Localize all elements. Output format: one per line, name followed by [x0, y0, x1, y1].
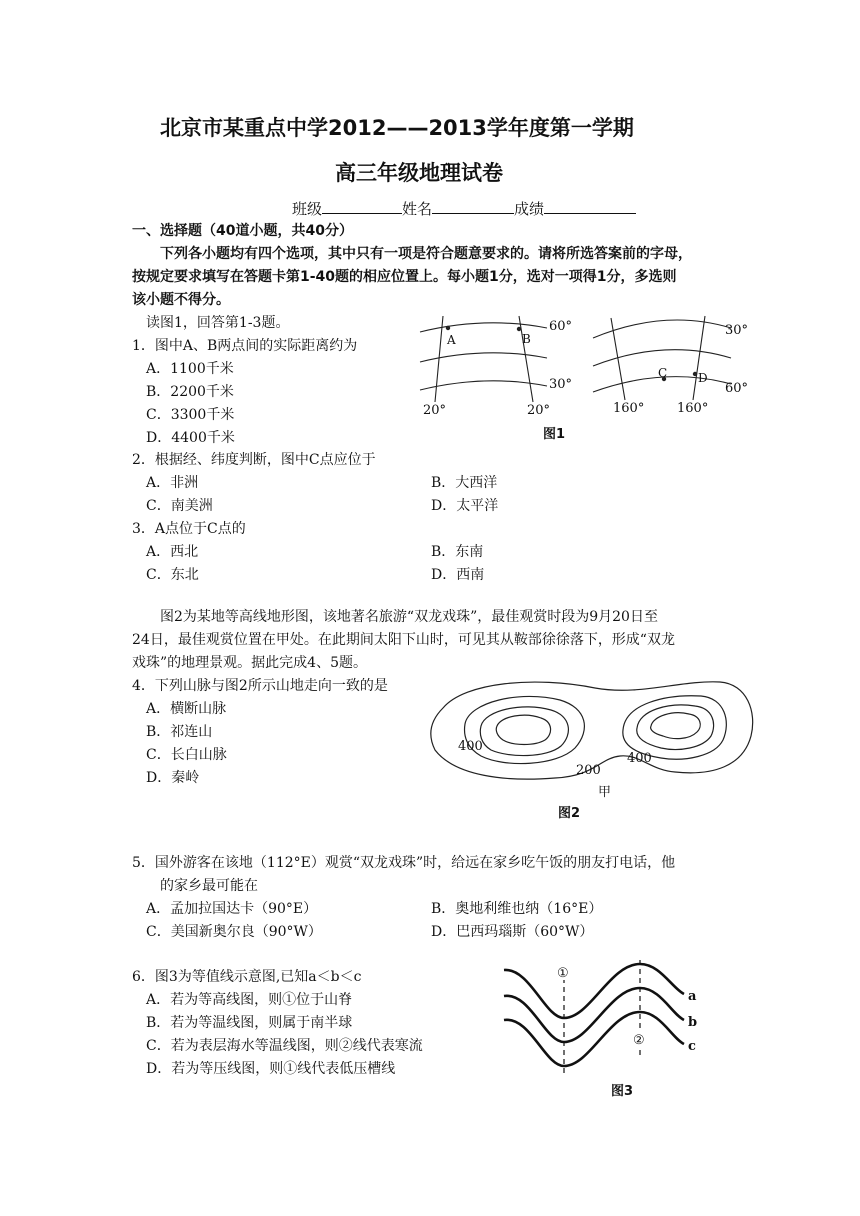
exam-title: 北京市某重点中学2012——2013学年度第一学期 [160, 116, 634, 140]
class-blank[interactable] [322, 199, 402, 214]
student-info-row [292, 198, 636, 219]
q3-stem: 3．A点位于C点的 [132, 521, 246, 537]
q6-option-d[interactable]: D．若为等压线图，则①线代表低压槽线 [146, 1061, 396, 1077]
fig1-point-c: C [658, 366, 668, 380]
q2-option-d[interactable]: D．太平洋 [431, 498, 499, 514]
figure-3-isoline-diagram [500, 958, 710, 1078]
fig1-lon-160-left: 160° [613, 401, 645, 416]
q4-stem: 4．下列山脉与图2所示山地走向一致的是 [132, 678, 388, 694]
q5-stem-line-1: 5．国外游客在该地（112°E）观赏“双龙戏珠”时，给远在家乡吃午饭的朋友打电话，他 [132, 855, 676, 871]
q1-option-d[interactable]: D．4400千米 [146, 430, 235, 446]
fig1-lat-60-right: 60° [725, 381, 749, 396]
instruction-line-1: 下列各小题均有四个选项，其中只有一项是符合题意要求的。请将所选答案前的字母， [160, 246, 692, 262]
q4-option-a[interactable]: A．横断山脉 [146, 701, 227, 717]
fig3-caption: 图3 [611, 1084, 634, 1099]
score-label: 成绩 [514, 200, 545, 218]
fig1-lat-30-left: 30° [549, 377, 573, 392]
q5-option-d[interactable]: D．巴西玛瑙斯（60°W） [431, 924, 594, 940]
q1-option-b[interactable]: B．2200千米 [146, 384, 234, 400]
q3-option-b[interactable]: B．东南 [431, 544, 484, 560]
fig3-marker-2: ② [633, 1033, 645, 1048]
name-label: 姓名 [402, 200, 433, 218]
q5-option-b[interactable]: B．奥地利维也纳（16°E） [431, 901, 603, 917]
q3-option-d[interactable]: D．西南 [431, 567, 485, 583]
q6-stem: 6．图3为等值线示意图,已知a＜b＜c [132, 969, 362, 985]
q5-option-c[interactable]: C．美国新奥尔良（90°W） [146, 924, 322, 940]
exam-subtitle: 高三年级地理试卷 [335, 161, 503, 185]
fig1-point-a: A [447, 333, 456, 347]
instruction-line-2: 按规定要求填写在答题卡第1-40题的相应位置上。每小题1分，选对一项得1分，多选则 [132, 269, 677, 285]
passage-line-2: 24日，最佳观赏位置在甲处。在此期间太阳下山时，可见其从鞍部徐徐落下，形成“双龙 [132, 632, 675, 648]
q3-option-a[interactable]: A．西北 [146, 544, 199, 560]
q5-option-a[interactable]: A．孟加拉国达卡（90°E） [146, 901, 318, 917]
q1-option-c[interactable]: C．3300千米 [146, 407, 235, 423]
fig3-label-b: b [688, 1015, 698, 1030]
fig2-label-jia: 甲 [598, 785, 612, 800]
section-heading: 一、选择题（40道小题，共40分） [132, 223, 353, 239]
q3-option-c[interactable]: C．东北 [146, 567, 199, 583]
fig3-label-c: c [688, 1039, 696, 1054]
q4-option-b[interactable]: B．祁连山 [146, 724, 213, 740]
fig1-lat-30-right: 30° [725, 323, 749, 338]
fig2-label-400-right: 400 [627, 751, 652, 766]
passage-line-3: 戏珠”的地理景观。据此完成4、5题。 [132, 655, 367, 671]
class-label: 班级 [292, 200, 323, 218]
figure-2-contour-map [425, 670, 760, 802]
fig2-caption: 图2 [558, 806, 581, 821]
q5-stem-line-2: 的家乡最可能在 [160, 878, 258, 894]
fig1-lon-160-right: 160° [677, 401, 709, 416]
q4-option-d[interactable]: D．秦岭 [146, 770, 200, 786]
q4-option-c[interactable]: C．长白山脉 [146, 747, 227, 763]
q2-option-b[interactable]: B．大西洋 [431, 475, 498, 491]
name-blank[interactable] [432, 199, 514, 214]
q6-option-b[interactable]: B．若为等温线图，则属于南半球 [146, 1015, 353, 1031]
fig1-caption: 图1 [543, 427, 566, 442]
q2-option-a[interactable]: A．非洲 [146, 475, 199, 491]
fig1-lon-20-left: 20° [423, 403, 447, 418]
fig1-lat-60-left: 60° [549, 319, 573, 334]
fig1-point-d: D [698, 371, 708, 385]
q1-option-a[interactable]: A．1100千米 [146, 361, 234, 377]
q6-option-a[interactable]: A．若为等高线图，则①位于山脊 [146, 992, 353, 1008]
score-blank[interactable] [544, 199, 636, 214]
q1-stem: 1．图中A、B两点间的实际距离约为 [132, 338, 358, 354]
fig3-marker-1: ① [557, 966, 569, 981]
fig1-point-b: B [522, 332, 531, 346]
q2-option-c[interactable]: C．南美洲 [146, 498, 213, 514]
fig1-lon-20-right: 20° [527, 403, 551, 418]
instruction-line-3: 该小题不得分。 [132, 292, 230, 308]
figure-1-graticule [415, 312, 760, 422]
fig3-label-a: a [688, 989, 697, 1004]
fig2-label-400-left: 400 [458, 739, 483, 754]
fig2-label-200: 200 [576, 763, 601, 778]
q2-stem: 2．根据经、纬度判断，图中C点应位于 [132, 452, 376, 468]
q6-option-c[interactable]: C．若为表层海水等温线图，则②线代表寒流 [146, 1038, 423, 1054]
passage-line-1: 图2为某地等高线地形图，该地著名旅游“双龙戏珠”，最佳观赏时段为9月20日至 [160, 609, 658, 625]
question-intro-1: 读图1，回答第1-3题。 [146, 315, 290, 331]
